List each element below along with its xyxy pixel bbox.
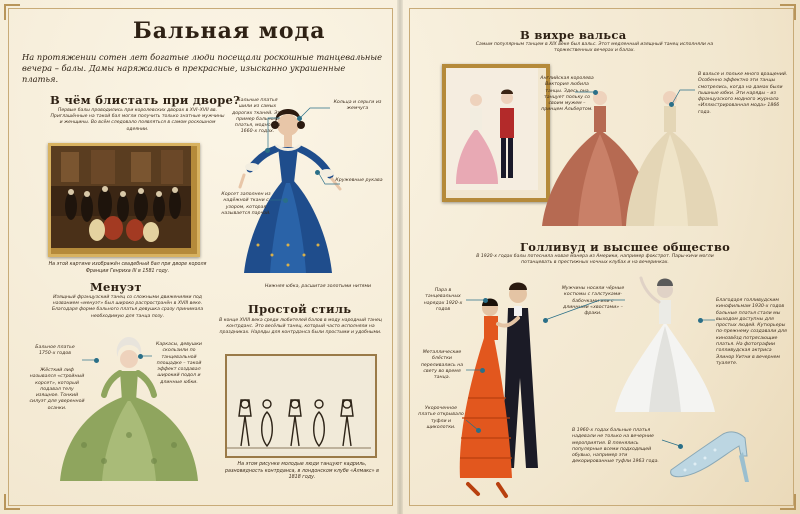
waltz-heading: В вихре вальса: [520, 28, 627, 42]
hoops-callout: Каркасы, девушки скользили по танцевальной площадке – такой эффект создавал широкий подол и длинные юбки.: [156, 342, 202, 385]
skirt-callout: Нижняя юбка, расшитая золотыми нитями: [264, 284, 372, 289]
corner-ornament: [780, 494, 796, 510]
minuet-text: Изящный французский танец со сложными движениями под названием «менуэт» был широко распространён в XVIII веке. Благодаря форме бального платья девушка сразу принимала необходимую для танца позу.: [51, 295, 204, 319]
callout-dot: [315, 170, 320, 175]
royal-couple-illustration: [446, 68, 538, 190]
book-spine: [397, 0, 403, 514]
victoria-callout: Английская королева Виктория любила танцы. Здесь она танцует польку со своим мужем – принцем Альбертом.: [540, 76, 594, 113]
callout-dot: [678, 444, 683, 449]
callout-dot: [543, 318, 548, 323]
minuet-heading: Менуэт: [90, 280, 142, 294]
shoe-icon: [665, 416, 755, 488]
brocade-corset-callout: Корсет заполнен из надёжной ткани с узором, которая называется парчой.: [221, 192, 271, 216]
callout-dot: [480, 368, 485, 373]
shoe-1963-illustration: [665, 416, 755, 488]
corner-ornament: [4, 494, 20, 510]
simple-style-heading: Простой стиль: [248, 302, 352, 316]
callout-dot: [283, 198, 288, 203]
stiff-bodice-callout: Жёсткий лиф назывался «стройный корсет», который подавал телу изящное. Тонкий силуэт для уверенной осанки.: [29, 368, 85, 411]
quadrille-drawing: [225, 354, 377, 458]
callout-dot: [593, 90, 598, 95]
crinoline-dresses-illustration: [540, 70, 720, 228]
court-heading: В чём блистать при дворе?: [50, 93, 241, 107]
sequins-callout: Металлические блёстки переливались на свету во время танца.: [420, 350, 464, 381]
white-gown-figure: [615, 272, 715, 422]
dress-1660-callout: Бальные платья шили из самых дорогих тканей. Это пример бального платья, модного в 1660-х годах.: [231, 98, 283, 135]
simple-style-text: В конце XVIII века среди любителей балов в моду народный танец контрданс. Это весёлый танец, который часто исполняли на праздниках. Наряды для контрданса были простыми и удобными.: [219, 318, 382, 336]
tailcoat-callout: Мужчины носили чёрные костюмы с галстуками-бабочками или с длинными «хвостами» – фраки.: [561, 286, 625, 317]
callout-dot: [483, 298, 488, 303]
callout-dot: [297, 116, 302, 121]
shoes-1960s-callout: В 1960-х годах бальные платья надевали не только на вечерние мероприятия. В пленялись популярные всеми подходящей обувью, например эти декорированные туфли 1963 года.: [572, 428, 659, 465]
pearls-callout: Кольца и серьги из жемчуга: [333, 100, 382, 112]
callout-dot: [476, 428, 481, 433]
callout-dot: [265, 148, 270, 153]
hollywood-star-callout: Благодаря голливудским кинофильмам 1930-х годов бальные платья стали мы выходом доступны для простых людей. Кутюрьеры по-прежнему создавали для кинозвёзд потрясающие платья. На фотографии голливудская актриса Элинор Уитни в вечернем туалете.: [716, 298, 787, 366]
lace-sleeves-callout: Кружевные рукава: [335, 178, 383, 183]
quadrille-caption: На этом рисунке молодые люди танцуют кадриль, разновидность контрданса, в лондонском клубе «Алмакс» в 1818 году.: [225, 462, 379, 480]
fashion-plate-1866: [540, 70, 720, 228]
painting-caption: На этой картине изображён свадебный бал при дворе короля Франции Генриха III в 1581 году.: [48, 262, 207, 274]
callout-dot: [94, 358, 99, 363]
eleanor-whitney-photo: [615, 272, 715, 422]
hollywood-heading: Голливуд и высшее общество: [520, 240, 731, 254]
corner-ornament: [780, 4, 796, 20]
waltz-text: Самым популярным танцем в XIX веке был вальс. Этот медленный изящный танец исполняли на торжественных вечерах и балах.: [475, 42, 714, 54]
corner-ornament: [4, 4, 20, 20]
painting-illustration: [51, 146, 191, 248]
crinoline-callout: В вальсе и польке много вращений. Особенно эффектно эти танцы смотрелись, когда на дамах были пышные юбки. Эти наряды – из французского модного журнала «Иллюстрированная мода» 1866 года.: [698, 72, 788, 115]
short-dress-callout: Укороченное платье открывало туфли и щиколотки.: [418, 406, 464, 430]
intro-text: На протяжении сотен лет богатые люди посещали роскошные танцевальные вечера – балы. Дамы наряжались в прекрасные, изысканно украшенные платья.: [22, 52, 383, 84]
hollywood-text: В 1920-х годах балы потеснила новая манера из Америки, например фокстрот. Пары-кичи могли потанцевать в престижных ночных клубах и на вечеринках.: [476, 254, 714, 266]
victoria-portrait: [442, 64, 550, 202]
dancers-engraving: [227, 356, 371, 452]
couple-1920s-callout: Пара в танцевальных нарядах 1920-х годов: [423, 288, 463, 312]
dress-1750-callout: Бальное платье 1750-х годов: [35, 345, 75, 357]
callout-dot: [138, 354, 143, 359]
court-ball-painting: [48, 143, 200, 257]
callout-dot: [669, 102, 674, 107]
callout-dot: [698, 318, 703, 323]
court-text: Первые балы проводились при королевских дворах в XVI–XVII вв. Приглашённые на такой бал могли получить только знатные мужчины и женщины. Во всём следовало появляться в самом роскошном одеянии.: [50, 108, 225, 132]
page-title: Бальная мода: [133, 18, 326, 44]
